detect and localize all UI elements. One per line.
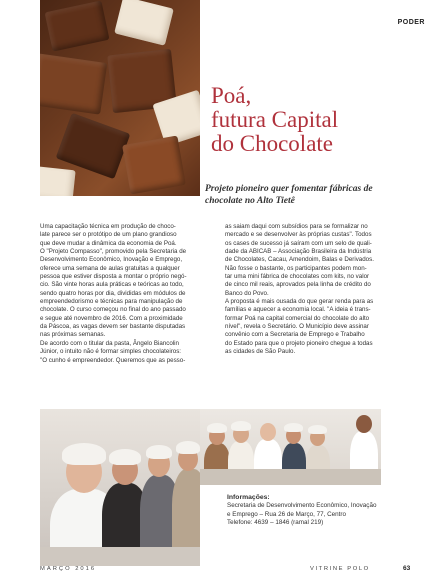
- magazine-name: VITRINE POLO: [310, 566, 370, 572]
- info-title: Informações:: [227, 494, 270, 501]
- body-line: sendo quatro horas por dia, divididas em módulos de: [40, 289, 186, 297]
- body-line: dade da ABICAB – Associação Brasileira da Indústria: [225, 248, 372, 256]
- body-line: empreendedorismo e técnicas para manipulação de: [40, 298, 183, 306]
- body-column-left: [40, 223, 215, 365]
- body-line: os cases de sucesso já saíram com um selo de quali-: [225, 239, 372, 247]
- body-line: convênio com a Secretaria de Emprego e Trabalho: [225, 331, 365, 339]
- body-line: mercado e se desenvolver às próprias custas". Todos: [225, 231, 372, 239]
- group-photo: [40, 409, 200, 566]
- title-line: Poá,: [211, 83, 252, 108]
- info-line: Telefone: 4639 – 1846 (ramal 219): [227, 519, 324, 527]
- body-line: Desenvolvimento Econômico, Inovação e Emprego,: [40, 256, 183, 264]
- body-line: "O cunho é empreendedor. Queremos que as pesso-: [40, 356, 186, 364]
- body-line: da Páscoa, as vagas devem ser bastante disputadas: [40, 323, 186, 331]
- article-title: [211, 84, 411, 156]
- body-line: tar uma mini fábrica de chocolates com kits, no valor: [225, 273, 370, 281]
- body-line: cio. São vinte horas aula práticas e teóricas ao todo,: [40, 281, 184, 289]
- chocolate-photo: [40, 0, 200, 196]
- body-line: formar Poá na capital comercial do chocolate do alto: [225, 314, 370, 322]
- body-column-right: [225, 223, 402, 357]
- title-line: futura Capital: [211, 107, 339, 132]
- page-number: 63: [403, 565, 411, 572]
- body-line: as saiam daqui com subsídios para se formalizar no: [225, 223, 368, 230]
- body-line: late parece ser o protótipo de um plano grandioso: [40, 231, 177, 239]
- body-line: De acordo com o titular da pasta, Ângelo Biancolin: [40, 339, 179, 347]
- body-line: oferece uma semana de aulas gratuitas a qualquer: [40, 264, 180, 272]
- section-tag: PODER: [397, 19, 425, 26]
- article-subtitle: Projeto pioneiro quer fomentar fábricas de chocolate no Alto Tietê: [205, 184, 373, 206]
- body-line: pessoa que estiver disposta a montar o próprio negó-: [40, 273, 187, 281]
- body-line: O "Projeto Compasso", promovido pela Secretaria de: [40, 248, 187, 256]
- body-line: Banco do Povo.: [225, 289, 269, 297]
- body-line: de Chocolates, Cacau, Amendoim, Balas e Derivados.: [225, 256, 374, 264]
- body-line: chocolate. O curso começou no final do ano passado: [40, 306, 186, 314]
- body-line: de cinco mil reais, aprovados pela linha de crédito do: [225, 281, 371, 289]
- title-line: do Chocolate: [211, 131, 333, 156]
- info-line: Secretaria de Desenvolvimento Econômico, Inovação: [227, 502, 377, 510]
- body-line: famílias e aquecer a economia local. "A ideia é trans-: [225, 306, 371, 314]
- info-box: [227, 494, 392, 528]
- group-photo-right: [200, 409, 381, 485]
- body-line: Júnior, o intuito não é formar simples chocolateiros:: [40, 348, 182, 356]
- issue-date: MARÇO 2016: [40, 566, 97, 572]
- body-line: A proposta é mais ousada do que gerar renda para as: [225, 298, 374, 306]
- body-line: que deve mudar a dinâmica da economia de Poá.: [40, 239, 177, 247]
- body-line: do Estado para que o projeto pioneiro chegue a todas: [225, 339, 373, 347]
- body-line: e segue até novembro de 2016. Com a proximidade: [40, 314, 183, 322]
- body-line: Não fosse o bastante, os participantes podem mon-: [225, 264, 367, 272]
- info-line: e Emprego – Rua 26 de Março, 77, Centro: [227, 510, 347, 518]
- body-line: Uma capacitação técnica em produção de choco-: [40, 223, 176, 230]
- body-line: as cidades de São Paulo.: [225, 348, 296, 356]
- body-line: nível", revela o Secretário. O Município deve assinar: [225, 323, 369, 331]
- body-line: nas próximas semanas.: [40, 331, 106, 339]
